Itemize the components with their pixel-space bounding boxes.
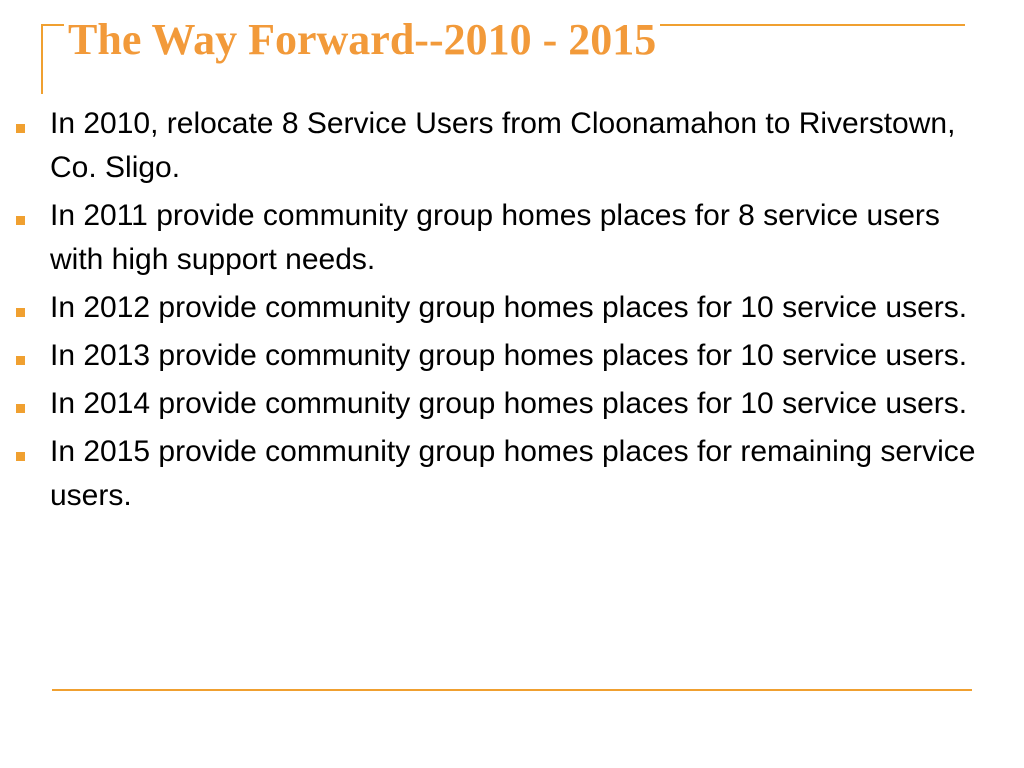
bullet-list <box>0 102 1024 522</box>
bullet-item <box>0 334 980 378</box>
square-bullet-icon <box>16 216 25 225</box>
bullet-item <box>0 286 980 330</box>
bullet-item <box>0 194 980 282</box>
slide-title: The Way Forward--2010 - 2015 <box>64 12 660 68</box>
square-bullet-icon <box>16 452 25 461</box>
square-bullet-icon <box>16 356 25 365</box>
square-bullet-icon <box>16 124 25 133</box>
frame-bottom-line <box>52 689 972 691</box>
bullet-text: In 2010, relocate 8 Service Users from Cloonamahon to Riverstown, Co. Sligo. <box>50 107 956 184</box>
bullet-text: In 2011 provide community group homes places for 8 service users with high support needs. <box>50 199 940 276</box>
bullet-text: In 2013 provide community group homes places for 10 service users. <box>50 339 968 372</box>
bullet-item <box>0 430 980 518</box>
bullet-item <box>0 382 980 426</box>
bullet-text: In 2015 provide community group homes places for remaining service users. <box>50 435 976 512</box>
frame-left-line <box>41 24 43 94</box>
square-bullet-icon <box>16 404 25 413</box>
bullet-text: In 2012 provide community group homes places for 10 service users. <box>50 291 968 324</box>
square-bullet-icon <box>16 308 25 317</box>
bullet-item <box>0 102 980 190</box>
bullet-text: In 2014 provide community group homes places for 10 service users. <box>50 387 968 420</box>
